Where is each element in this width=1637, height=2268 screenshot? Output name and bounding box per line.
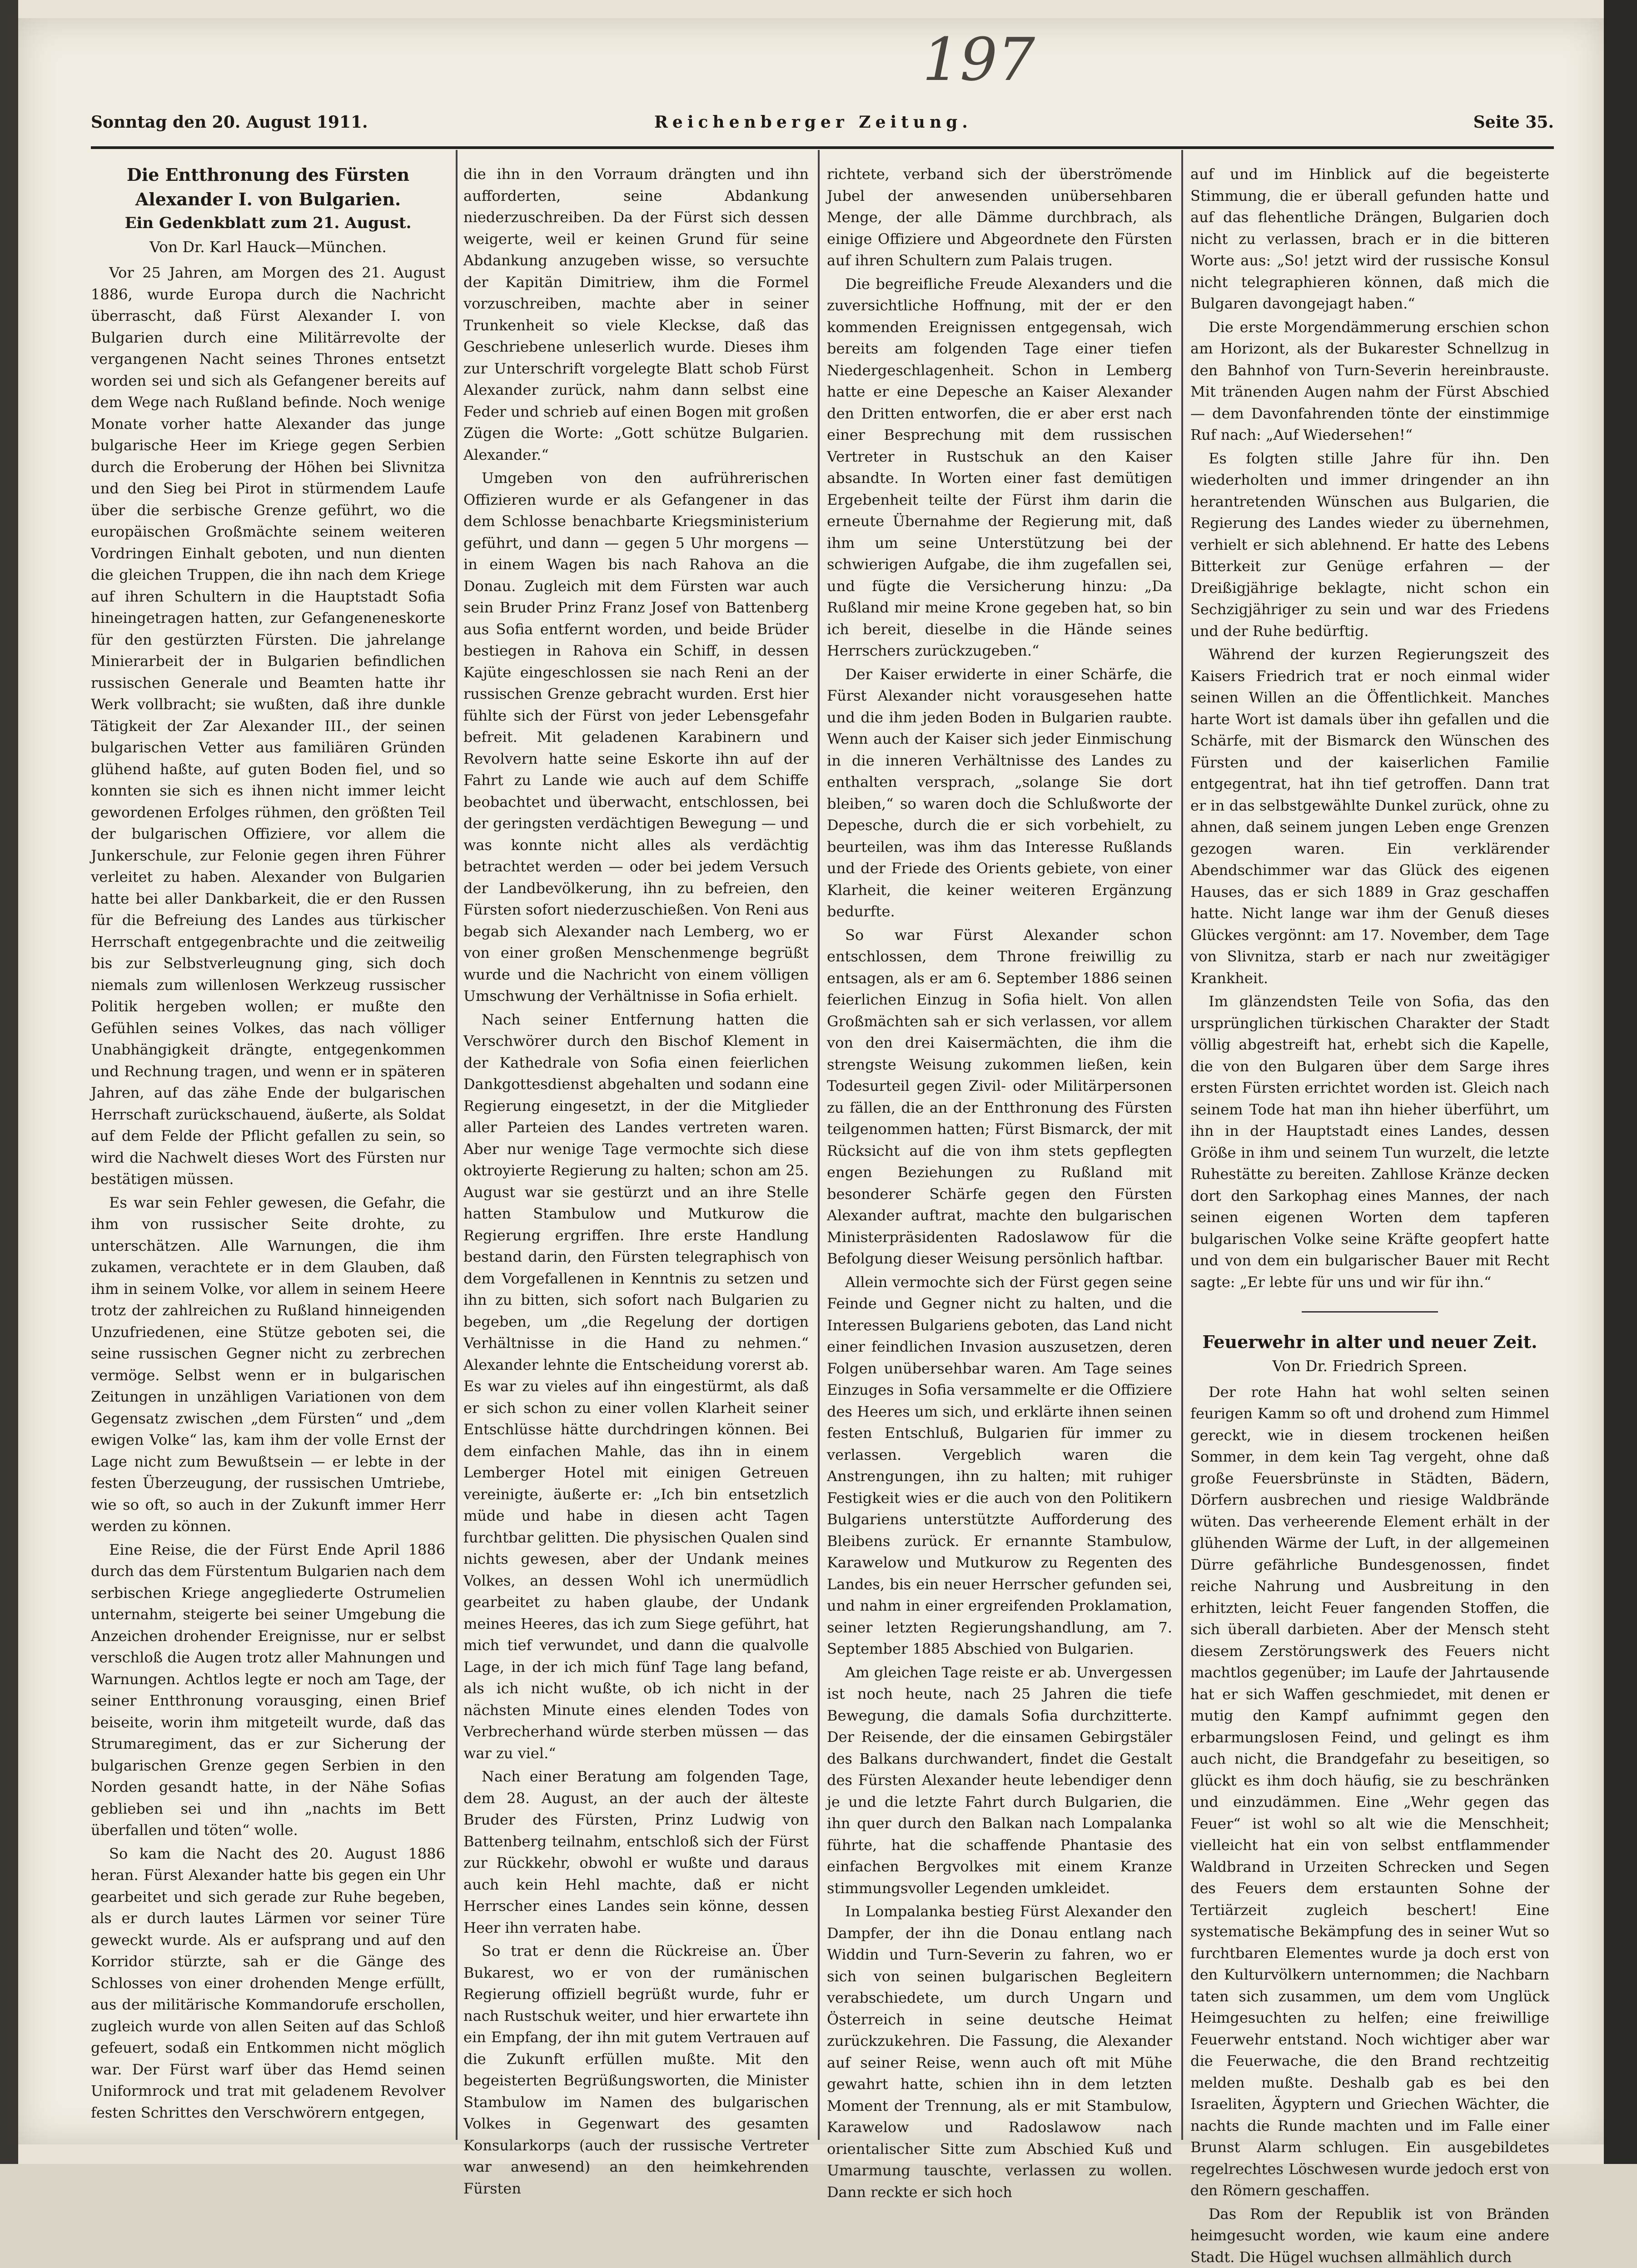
header-newspaper-title: Reichenberger Zeitung. <box>654 113 972 132</box>
article-byline: Von Dr. Karl Hauck—München. <box>91 236 445 258</box>
column-1 <box>91 164 445 2131</box>
article-byline: Von Dr. Friedrich Spreen. <box>1190 1355 1549 1377</box>
scan-edge-right <box>1604 0 1637 2164</box>
header-rule <box>91 146 1554 149</box>
paragraph: Die begreifliche Freude Alexanders und die zuversichtliche Hoffnung, mit der er den kommenden Ereignissen entgegensah, wich bereits am folgenden Tage einer tiefen Niedergeschlagenheit. Schon in Lemberg hatte er eine Depesche an Kaiser Alexander den Dritten entworfen, die er aber erst nach einer Besprechung mit dem russischen Vertreter in Rustschuk an den Kaiser absandte. In Worten einer fast demütigen Ergebenheit teilte der Fürst ihm darin die erneute Übernahme der Regierung mit, daß ihm um seine Unterstützung bei der schwierigen Aufgabe, die ihm zugefallen sei, und fügte die Versicherung hinzu: „Da Rußland mir meine Krone gegeben hat, so bin ich bereit, dieselbe in die Hände seines Herrschers zurückzugeben.“ <box>827 274 1172 662</box>
paragraph: Das Rom der Republik ist von Bränden heimgesucht worden, wie kaum eine andere Stadt. Die Hügel wuchsen allmählich durch <box>1190 2203 1549 2268</box>
paragraph: Am gleichen Tage reiste er ab. Unvergessen ist noch heute, nach 25 Jahren die tiefe Bewegung, die damals Sofia durchzitterte. Der Reisende, der die einsamen Gebirgstäler des Balkans durchwandert, findet die Gestalt des Fürsten Alexander heute lebendiger denn je und die letzte Fahrt durch Bulgarien, die ihn quer durch den Balkan nach Lompalanka führte, hat die schaffende Phantasie des einfachen Bergvolkes mit einem Kranze stimmungsvoller Legenden umkleidet. <box>827 1662 1172 1900</box>
paragraph: So kam die Nacht des 20. August 1886 heran. Fürst Alexander hatte bis gegen ein Uhr gearbeitet und sich gerade zur Ruhe begeben, als er durch lautes Lärmen vor seiner Türe geweckt wurde. Als er aufsprang und auf den Korridor stürzte, sah er die Gänge des Schlosses von einer drohenden Menge erfüllt, aus der militärische Kommandorufe erschollen, zugleich wurde von allen Seiten auf das Schloß gefeuert, sodaß ein Entkommen nicht möglich war. Der Fürst warf über das Hemd seinen Uniformrock und trat mit geladenem Revolver festen Schrittes den Verschwörern entgegen, <box>91 1843 445 2124</box>
paragraph: Allein vermochte sich der Fürst gegen seine Feinde und Gegner nicht zu halten, und die Interessen Bulgariens geboten, das Land nicht einer feindlichen Invasion auszusetzen, deren Folgen unübersehbar waren. Am Tage seines Einzuges in Sofia versammelte er die Offiziere des Heeres um sich, und erklärte ihnen seinen festen Entschluß, Bulgarien für immer zu verlassen. Vergeblich waren die Anstrengungen, ihn zu halten; mit ruhiger Festigkeit wies er die auch von den Politikern Bulgariens unterstützte Aufforderung des Bleibens zurück. Er ernannte Stambulow, Karawelow und Mutkurow zu Regenten des Landes, bis ein neuer Herrscher gefunden sei, und nahm in einer ergreifenden Proklamation, seiner letzten Regierungshandlung, am 7. September 1885 Abschied von Bulgarien. <box>827 1272 1172 1660</box>
column-3 <box>827 164 1172 2131</box>
paragraph: Im glänzendsten Teile von Sofia, das den ursprünglichen türkischen Charakter der Stadt völlig abgestreift hat, erhebt sich die Kapelle, die von den Bulgaren über dem Sarge ihres ersten Fürsten errichtet worden ist. Gleich nach seinem Tode hat man ihn hieher überführt, um ihn in der Hauptstadt eines Landes, dessen Größe in ihm und seinem Tun wurzelt, die letzte Ruhestätte zu bereiten. Zahllose Kränze decken dort den Sarkophag eines Mannes, der nach seinen eigenen Worten dem tapferen bulgarischen Volke seine Kräfte geopfert hatte und von dem ein bulgarischer Bauer mit Recht sagte: „Er lebte für uns und wir für ihn.“ <box>1190 991 1549 1293</box>
column-rule <box>818 150 820 2140</box>
paragraph: auf und im Hinblick auf die begeisterte Stimmung, die er überall gefunden hatte und auf das flehentliche Drängen, Bulgarien doch nicht zu verlassen, brach er in die bitteren Worte aus: „So! jetzt wird der russische Konsul nicht telegraphieren können, daß mich die Bulgaren davongejagt haben.“ <box>1190 164 1549 315</box>
column-rule <box>1181 150 1183 2140</box>
article-title: Feuerwehr in alter und neuer Zeit. <box>1190 1331 1549 1353</box>
paragraph: Eine Reise, die der Fürst Ende April 1886 durch das dem Fürstentum Bulgarien nach dem serbischen Kriege angegliederte Ostrumelien unternahm, steigerte bei seiner Umgebung die Anzeichen drohender Ereignisse, nur er selbst verschloß die Augen trotz aller Mahnungen und Warnungen. Achtlos legte er noch am Tage, der seiner Entthronung vorausging, einen Brief beiseite, worin ihm mitgeteilt wurde, daß das Strumaregiment, das er zur Sicherung der bulgarischen Grenze gegen Serbien in den Norden gesandt hatte, in der Nähe Sofias geblieben sei und ihn „nachts im Bett überfallen und töten“ wolle. <box>91 1539 445 1841</box>
column-2 <box>463 164 809 2131</box>
scan-edge-left <box>0 0 18 2164</box>
article-title: Alexander I. von Bulgarien. <box>91 188 445 211</box>
paragraph: So trat er denn die Rückreise an. Über Bukarest, wo er von der rumänischen Regierung offiziell begrüßt wurde, fuhr er nach Rustschuk weiter, und hier erwartete ihn ein Empfang, der ihn mit gutem Vertrauen auf die Zukunft erfüllen mußte. Mit den begeisterten Begrüßungsworten, die Minister Stambulow im Namen des bulgarischen Volkes in Gegenwart des gesamten Konsularkorps (auch der russische Vertreter war anwesend) an den heimkehrenden Fürsten <box>463 1940 809 2199</box>
paragraph: Es war sein Fehler gewesen, die Gefahr, die ihm von russischer Seite drohte, zu unterschätzen. Alle Warnungen, die ihm zukamen, verachtete er in dem Glauben, daß ihm in seinem Volke, vor allem in seinem Heere trotz der zahlreichen zu Rußland hinneigenden Unzufriedenen, eine Stütze geboten sei, die seine russischen Gegner nicht zu zerbrechen vermöge. Selbst wenn er in bulgarischen Zeitungen in unzähligen Variationen von dem Gegensatz zwischen „dem Fürsten“ und „dem ewigen Volke“ las, kam ihm der volle Ernst der Lage nicht zum Bewußtsein — er lebte in der festen Überzeugung, der russischen Umtriebe, wie so oft, so auch in der Zukunft immer Herr werden zu können. <box>91 1192 445 1537</box>
paragraph: So war Fürst Alexander schon entschlossen, dem Throne freiwillig zu entsagen, als er am 6. September 1886 seinen feierlichen Einzug in Sofia hielt. Von allen Großmächten sah er sich verlassen, vor allem von den drei Kaisermächten, die ihm die strengste Weisung zukommen ließen, kein Todesurteil gegen Zivil- oder Militärpersonen zu fällen, die an der Entthronung des Fürsten teilgenommen hatten; Fürst Bismarck, der mit Rücksicht auf die von ihm stets gepflegten engen Beziehungen zu Rußland mit besonderer Schärfe gegen den Fürsten Alexander auftrat, machte den bulgarischen Ministerpräsidenten Radoslawow für die Befolgung dieser Weisung persönlich haftbar. <box>827 925 1172 1270</box>
article-subtitle: Ein Gedenkblatt zum 21. August. <box>91 213 445 234</box>
article-divider <box>1302 1311 1438 1313</box>
paragraph: richtete, verband sich der überströmende Jubel der anwesenden unübersehbaren Menge, der alle Dämme durchbrach, als einige Offiziere und Abgeordnete den Fürsten auf ihren Schultern zum Palais trugen. <box>827 164 1172 272</box>
header-date: Sonntag den 20. August 1911. <box>91 113 368 132</box>
header-page-number: Seite 35. <box>1473 113 1554 132</box>
paragraph: Nach einer Beratung am folgenden Tage, dem 28. August, an der auch der älteste Bruder des Fürsten, Prinz Ludwig von Battenberg teilnahm, entschloß sich der Fürst zur Rückkehr, obwohl er wußte und daraus auch kein Hehl machte, daß er nicht Herrscher eines Landes sein könne, dessen Heer ihn verraten habe. <box>463 1766 809 1939</box>
paragraph: Der Kaiser erwiderte in einer Schärfe, die Fürst Alexander nicht vorausgesehen hatte und die ihm jeden Boden in Bulgarien raubte. Wenn auch der Kaiser sich jeder Einmischung in die inneren Verhältnisse des Landes zu enthalten versprach, „solange Sie dort bleiben,“ so waren doch die Schlußworte der Depesche, durch die er sich vorbehielt, zu beurteilen, was ihm das Interesse Rußlands und der Friede des Orients gebiete, von einer Klarheit, die keiner weiteren Ergänzung bedurfte. <box>827 664 1172 923</box>
paragraph: Es folgten stille Jahre für ihn. Den wiederholten und immer dringender an ihn herantretenden Wünschen aus Bulgarien, die Regierung des Landes wieder zu übernehmen, verhielt er sich ablehnend. Er hatte des Lebens Bitterkeit zur Genüge erfahren — der Dreißigjährige beklagte, nicht schon ein Sechzigjähriger zu sein und war des Friedens und der Ruhe bedürftig. <box>1190 448 1549 642</box>
article-title: Die Entthronung des Fürsten <box>91 164 445 186</box>
column-rule <box>456 150 458 2140</box>
paragraph: Nach seiner Entfernung hatten die Verschwörer durch den Bischof Klement in der Kathedrale von Sofia einen feierlichen Dankgottesdienst abgehalten und sodann eine Regierung eingesetzt, in der die Mitglieder aller Parteien des Landes vertreten waren. Aber nur wenige Tage vermochte sich diese oktroyierte Regierung zu halten; schon am 25. August war sie gestürzt und an ihre Stelle hatten Stambulow und Mutkurow die Regierung ergriffen. Ihre erste Handlung bestand darin, den Fürsten telegraphisch von dem Vorgefallenen in Kenntnis zu setzen und ihn zu bitten, sich sofort nach Bulgarien zu begeben, um „die Regelung der dortigen Verhältnisse in die Hand zu nehmen.“ Alexander lehnte die Entscheidung vorerst ab. Es war zu vieles auf ihn eingestürmt, als daß er sich schon zu einer vollen Klarheit seiner Entschlüsse hätte durchdringen können. Bei dem einfachen Mahle, das ihn in einem Lemberger Hotel mit einigen Getreuen vereinigte, äußerte er: „Ich bin entsetzlich müde und habe in diesen acht Tagen furchtbar gelitten. Die physischen Qualen sind nichts gewesen, aber der Undank meines Volkes, an dessen Wohl ich unermüdlich gearbeitet zu haben glaube, der Undank meines Heeres, das ich zum Siege geführt, hat mich tief verwundet, und dann die qualvolle Lage, in der ich mich fünf Tage lang befand, als ich nicht wußte, ob ich nicht in der nächsten Minute eines elenden Todes von Verbrecherhand würde sterben müssen — das war zu viel.“ <box>463 1009 809 1765</box>
paragraph: In Lompalanka bestieg Fürst Alexander den Dampfer, der ihn die Donau entlang nach Widdin und Turn-Severin zu fahren, wo er sich von seinen bulgarischen Begleitern verabschiedete, um durch Ungarn und Österreich in seine deutsche Heimat zurückzukehren. Die Fassung, die Alexander auf seiner Reise, wenn auch oft mit Mühe gewahrt hatte, schien ihn in dem letzten Moment der Trennung, als er mit Stambulow, Karawelow und Radoslawow nach orientalischer Sitte zum Abschied Kuß und Umarmung tauschte, verlassen zu wollen. Dann reckte er sich hoch <box>827 1901 1172 2203</box>
paragraph: Die erste Morgendämmerung erschien schon am Horizont, als der Bukarester Schnellzug in den Bahnhof von Turn-Severin hereinbrauste. Mit tränenden Augen nahm der Fürst Abschied — dem Davonfahrenden tönte der einstimmige Ruf nach: „Auf Wiedersehen!“ <box>1190 317 1549 446</box>
page-header <box>91 113 1554 144</box>
paragraph: Vor 25 Jahren, am Morgen des 21. August 1886, wurde Europa durch die Nachricht überrascht, daß Fürst Alexander I. von Bulgarien durch eine Militärrevolte der vergangenen Nacht seines Thrones entsetzt worden sei und sich als Gefangener bereits auf dem Wege nach Rußland befinde. Noch wenige Monate vorher hatte Alexander das junge bulgarische Heer im Kriege gegen Serbien durch die Eroberung der Höhen bei Slivnitza und den Sieg bei Pirot in stürmendem Laufe über die serbische Grenze geführt, wo die europäischen Großmächte seinem weiteren Vordringen Einhalt geboten, und nun dienten die gleichen Truppen, die ihn nach dem Kriege auf ihren Schultern in die Hauptstadt Sofia hineingetragen hatten, zur Gefangeneneskorte für den gestürzten Fürsten. Die jahrelange Minierarbeit der in Bulgarien befindlichen russischen Generale und Beamten hatte ihr Werk vollbracht; sie wußten, daß ihre dunkle Tätigkeit der Zar Alexander III., der seinen bulgarischen Vetter aus familiären Gründen glühend haßte, auf guten Boden fiel, und so konnten sie sich es ihnen nicht immer leicht gewordenen Erfolges rühmen, den größten Teil der bulgarischen Offiziere, vor allem die Junkerschule, zur Felonie gegen ihren Führer verleitet zu haben. Alexander von Bulgarien hatte bei aller Dankbarkeit, die er den Russen für die Befreiung des Landes aus türkischer Herrschaft entgegenbrachte und die zeitweilig bis zur Selbstverleugnung ging, sich doch niemals zum willenlosen Werkzeug russischer Politik hergeben wollen; er mußte den Gefühlen seines Volkes, das nach völliger Unabhängigkeit drängte, entgegenkommen und Rechnung tragen, und wenn er in späteren Jahren, auf das zähe Ende der bulgarischen Herrschaft zurückschauend, äußerte, als Soldat auf dem Felde der Pflicht gefallen zu sein, so wird die Nachwelt dieses Wort des Fürsten nur bestätigen müssen. <box>91 262 445 1190</box>
paragraph: Umgeben von den aufrührerischen Offizieren wurde er als Gefangener in das dem Schlosse benachbarte Kriegsministerium geführt, und dann — gegen 5 Uhr morgens — in einem Wagen bis nach Rahova an die Donau. Zugleich mit dem Fürsten war auch sein Bruder Prinz Franz Josef von Battenberg aus Sofia entfernt worden, und beide Brüder bestiegen in Rahova ein Schiff, in dessen Kajüte eingeschlossen sie nach Reni an der russischen Grenze gebracht wurden. Erst hier fühlte sich der Fürst von jeder Lebensgefahr befreit. Mit geladenen Karabinern und Revolvern hatte seine Eskorte ihn auf der Fahrt zu Lande wie auch auf dem Schiffe beobachtet und überwacht, entschlossen, bei der geringsten verdächtigen Bewegung — und was konnte nicht alles als verdächtig betrachtet werden — oder bei jedem Versuch der Landbevölkerung, ihn zu befreien, den Fürsten sofort niederzuschießen. Von Reni aus begab sich Alexander nach Lemberg, wo er von einer großen Menschenmenge begrüßt wurde und die Nachricht von einem völligen Umschwung der Verhältnisse in Sofia erhielt. <box>463 468 809 1007</box>
paragraph: Während der kurzen Regierungszeit des Kaisers Friedrich trat er noch einmal wider seinen Willen an die Öffentlichkeit. Manches harte Wort ist damals über ihn gefallen und die Schärfe, mit der Bismarck den Wünschen des Fürsten und der kaiserlichen Familie entgegentrat, hat ihn tief getroffen. Dann trat er in das selbstgewählte Dunkel zurück, ohne zu ahnen, daß seinem jungen Leben enge Grenzen gezogen waren. Ein verklärender Abendschimmer war das Glück des eigenen Hauses, das er sich 1889 in Graz geschaffen hatte. Nicht lange war ihm der Genuß dieses Glückes vergönnt: am 17. November, dem Tage von Slivnitza, starb er nach nur zweitägiger Krankheit. <box>1190 644 1549 989</box>
column-4 <box>1190 164 1549 2131</box>
paragraph: Der rote Hahn hat wohl selten seinen feurigen Kamm so oft und drohend zum Himmel gereckt, wie in diesem trockenen heißen Sommer, in dem kein Tag vergeht, ohne daß große Feuersbrünste in Städten, Bädern, Dörfern ausbrechen und riesige Waldbrände wüten. Das verheerende Element erhält in der glühenden Wärme der Luft, in der allgemeinen Dürre gefährliche Bundesgenossen, findet reiche Nahrung und Ausbreitung in den erhitzten, leicht Feuer fangenden Stoffen, die sich überall darbieten. Aber der Mensch steht diesem Zerstörungswerk des Feuers nicht machtlos gegenüber; im Laufe der Jahrtausende hat er sich Waffen geschmiedet, mit denen er mutig den Kampf aufnimmt gegen den erbarmungslosen Feind, und gelingt es ihm auch nicht, die Brandgefahr zu beseitigen, so glückt es ihm doch häufig, sie zu beschränken und einzudämmen. Eine „Wehr gegen das Feuer“ ist wohl so alt wie die Menschheit; vielleicht hat ein von selbst entflammender Waldbrand in Urzeiten Schrecken und Segen des Feuers dem erstaunten Sohne der Tertiärzeit zugleich beschert! Eine systematische Bekämpfung des in seiner Wut so furchtbaren Elementes wurde ja doch erst von den Kulturvölkern unternommen; die Nachbarn taten sich zusammen, um dem vom Unglück Heimgesuchten zu helfen; eine freiwillige Feuerwehr entstand. Noch wichtiger aber war die Feuerwache, die den Brand rechtzeitig melden mußte. Deshalb gab es bei den Israeliten, Ägyptern und Griechen Wächter, die nachts die Runde machten und im Falle einer Brunst Alarm schlugen. Ein ausgebildetes regelrechtes Löschwesen wurde jedoch erst von den Römern geschaffen. <box>1190 1382 1549 2202</box>
paragraph: die ihn in den Vorraum drängten und ihn aufforderten, seine Abdankung niederzuschreiben. Da der Fürst sich dessen weigerte, weil er keinen Grund für seine Abdankung anzugeben wisse, so versuchte der Kapitän Dimitriew, ihm die Formel vorzuschreiben, machte aber in seiner Trunkenheit so viele Kleckse, daß das Geschriebene unleserlich wurde. Dieses ihm zur Unterschrift vorgelegte Blatt schob Fürst Alexander zurück, nahm dann selbst eine Feder und schrieb auf einen Bogen mit großen Zügen die Worte: „Gott schütze Bulgarien. Alexander.“ <box>463 164 809 466</box>
pencil-page-number: 197 <box>922 25 1035 94</box>
